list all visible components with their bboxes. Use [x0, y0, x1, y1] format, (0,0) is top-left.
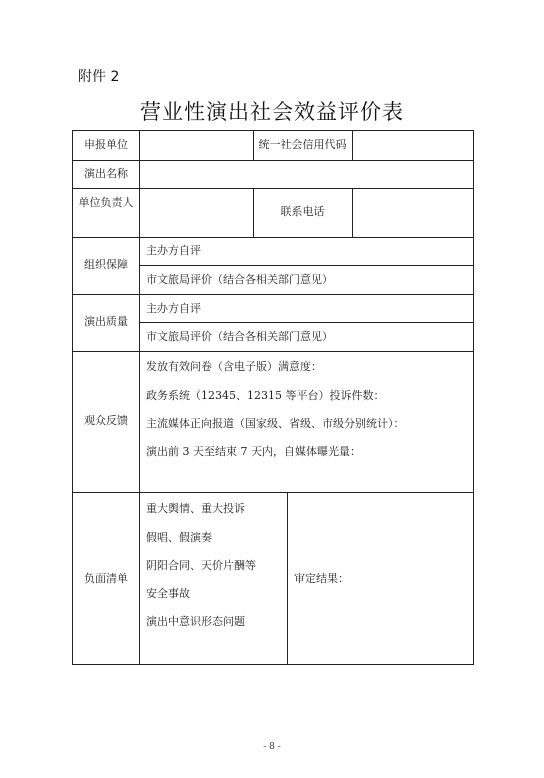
feedback-item: 主流媒体正向报道（国家级、省级、市级分别统计）： — [146, 417, 405, 430]
table-rule — [72, 160, 474, 161]
quality-bureau-eval: 市文旅局评价（结合各相关部门意见） — [146, 330, 333, 343]
table-rule — [72, 237, 474, 238]
show-name-label: 演出名称 — [84, 167, 128, 180]
feedback-label: 观众反馈 — [84, 414, 128, 427]
feedback-item: 政务系统（12345、12315 等平台）投诉件数： — [146, 389, 385, 402]
applicant-label: 申报单位 — [84, 138, 128, 151]
table-rule — [139, 265, 474, 266]
page-number: - 8 - — [263, 742, 281, 752]
table-border-bottom — [72, 664, 474, 665]
negative-list-label: 负面清单 — [84, 572, 128, 585]
table-rule — [72, 188, 474, 189]
credit-code-label: 统一社会信用代码 — [258, 138, 347, 151]
table-rule — [72, 492, 474, 493]
negative-item: 安全事故 — [146, 587, 190, 600]
contact-phone-label: 联系电话 — [280, 205, 325, 218]
table-border-left — [72, 130, 73, 665]
attachment-label: 附件 2 — [78, 69, 120, 85]
negative-item: 阴阳合同、天价片酬等 — [146, 559, 256, 572]
table-col-divider — [352, 188, 353, 237]
negative-item: 重大舆情、重大投诉 — [146, 502, 245, 515]
org-self-eval: 主办方自评 — [146, 244, 201, 257]
table-rule — [72, 294, 474, 295]
unit-head-label: 单位负责人 — [78, 196, 134, 209]
org-guarantee-label: 组织保障 — [84, 258, 128, 271]
quality-label: 演出质量 — [84, 315, 128, 328]
quality-self-eval: 主办方自评 — [146, 302, 201, 315]
review-result-label: 审定结果： — [294, 572, 349, 585]
negative-item: 假唱、假演奏 — [146, 531, 212, 544]
table-border-top — [72, 130, 474, 131]
table-col-divider — [139, 130, 140, 665]
page-title: 营业性演出社会效益评价表 — [140, 100, 404, 124]
negative-item: 演出中意识形态问题 — [146, 615, 245, 628]
table-rule — [139, 322, 474, 323]
table-col-divider — [287, 492, 288, 664]
feedback-item: 发放有效问卷（含电子版）满意度： — [146, 360, 322, 373]
feedback-item: 演出前 3 天至结束 7 天内，自媒体曝光量： — [146, 445, 361, 458]
table-rule — [72, 351, 474, 352]
table-col-divider — [352, 130, 353, 160]
org-bureau-eval: 市文旅局评价（结合各相关部门意见） — [146, 273, 333, 286]
table-border-right — [473, 130, 474, 665]
